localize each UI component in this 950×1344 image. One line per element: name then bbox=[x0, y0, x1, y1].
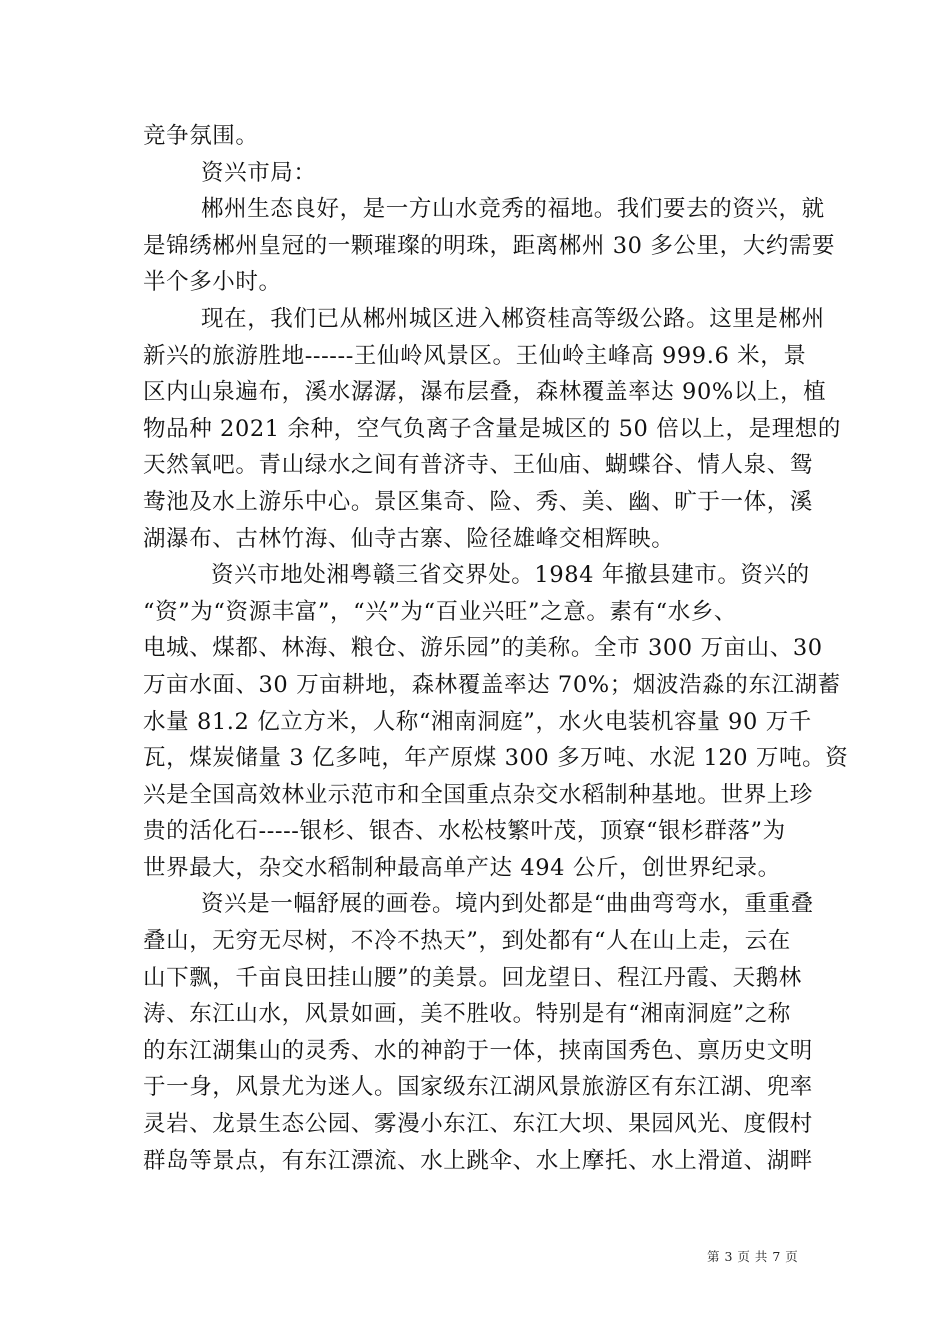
text-line: 天然氧吧。青山绿水之间有普济寺、王仙庙、蝴蝶谷、情人泉、鸳 bbox=[143, 452, 813, 479]
text-line: 区内山泉遍布，溪水潺潺，瀑布层叠，森林覆盖率达 90%以上，植 bbox=[143, 379, 827, 406]
text-line: 叠山，无穷无尽树，不冷不热天”，到处都有“人在山上走，云在 bbox=[143, 928, 791, 955]
text-line: 资兴市局： bbox=[201, 159, 317, 186]
text-line: 物品种 2021 余种，空气负离子含量是城区的 50 倍以上，是理想的 bbox=[143, 415, 842, 442]
document-body bbox=[143, 118, 849, 1179]
text-line: 电城、煤都、林海、粮仓、游乐园”的美称。全市 300 万亩山、30 bbox=[143, 635, 823, 662]
text-line: 新兴的旅游胜地------王仙岭风景区。王仙岭主峰高 999.6 米，景 bbox=[143, 342, 807, 369]
text-line: 贵的活化石-----银杉、银杏、水松枝繁叶茂，顶寮“银杉群落”为 bbox=[143, 818, 786, 845]
text-line: 水量 81.2 亿立方米，人称“湘南洞庭”，水火电装机容量 90 万千 bbox=[143, 708, 812, 735]
text-line: 郴州生态良好，是一方山水竞秀的福地。我们要去的资兴，就 bbox=[201, 196, 825, 223]
text-line: 的东江湖集山的灵秀、水的神韵于一体，挟南国秀色、禀历史文明 bbox=[143, 1037, 813, 1064]
text-line: 资兴是一幅舒展的画卷。境内到处都是“曲曲弯弯水，重重叠 bbox=[201, 891, 814, 918]
text-line: 竞争氛围。 bbox=[143, 123, 259, 149]
text-line: 山下飘，千亩良田挂山腰”的美景。回龙望日、程江丹霞、天鹅林 bbox=[143, 964, 802, 991]
text-line: 瓦，煤炭储量 3 亿多吨，年产原煤 300 多万吨、水泥 120 万吨。资 bbox=[143, 745, 849, 772]
text-line: 现在，我们已从郴州城区进入郴资桂高等级公路。这里是郴州 bbox=[201, 305, 825, 332]
text-line: “资”为“资源丰富”，“兴”为“百业兴旺”之意。素有“水乡、 bbox=[143, 598, 738, 625]
text-line: 世界最大，杂交水稻制种最高单产达 494 公斤，创世界纪录。 bbox=[143, 854, 781, 881]
text-line: 涛、东江山水，风景如画，美不胜收。特别是有“湘南洞庭”之称 bbox=[143, 1001, 791, 1028]
text-line: 资兴市地处湘粤赣三省交界处。1984 年撤县建市。资兴的 bbox=[211, 562, 810, 589]
text-line: 灵岩、龙景生态公园、雾漫小东江、东江大坝、果园风光、度假村 bbox=[143, 1111, 813, 1138]
page-number: 第 3 页 共 7 页 bbox=[707, 1249, 799, 1264]
text-line: 群岛等景点，有东江漂流、水上跳伞、水上摩托、水上滑道、湖畔 bbox=[143, 1147, 813, 1174]
text-line: 湖瀑布、古林竹海、仙寺古寨、险径雄峰交相辉映。 bbox=[143, 525, 675, 552]
text-line: 兴是全国高效林业示范市和全国重点杂交水稻制种基地。世界上珍 bbox=[143, 781, 813, 808]
text-line: 万亩水面、30 万亩耕地，森林覆盖率达 70%；烟波浩淼的东江湖蓄 bbox=[143, 671, 841, 698]
text-line: 于一身，风景尤为迷人。国家级东江湖风景旅游区有东江湖、兜率 bbox=[143, 1074, 813, 1101]
text-line: 鸯池及水上游乐中心。景区集奇、险、秀、美、幽、旷于一体，溪 bbox=[143, 488, 813, 515]
text-line: 半个多小时。 bbox=[143, 269, 282, 296]
text-line: 是锦绣郴州皇冠的一颗璀璨的明珠，距离郴州 30 多公里，大约需要 bbox=[143, 232, 836, 259]
